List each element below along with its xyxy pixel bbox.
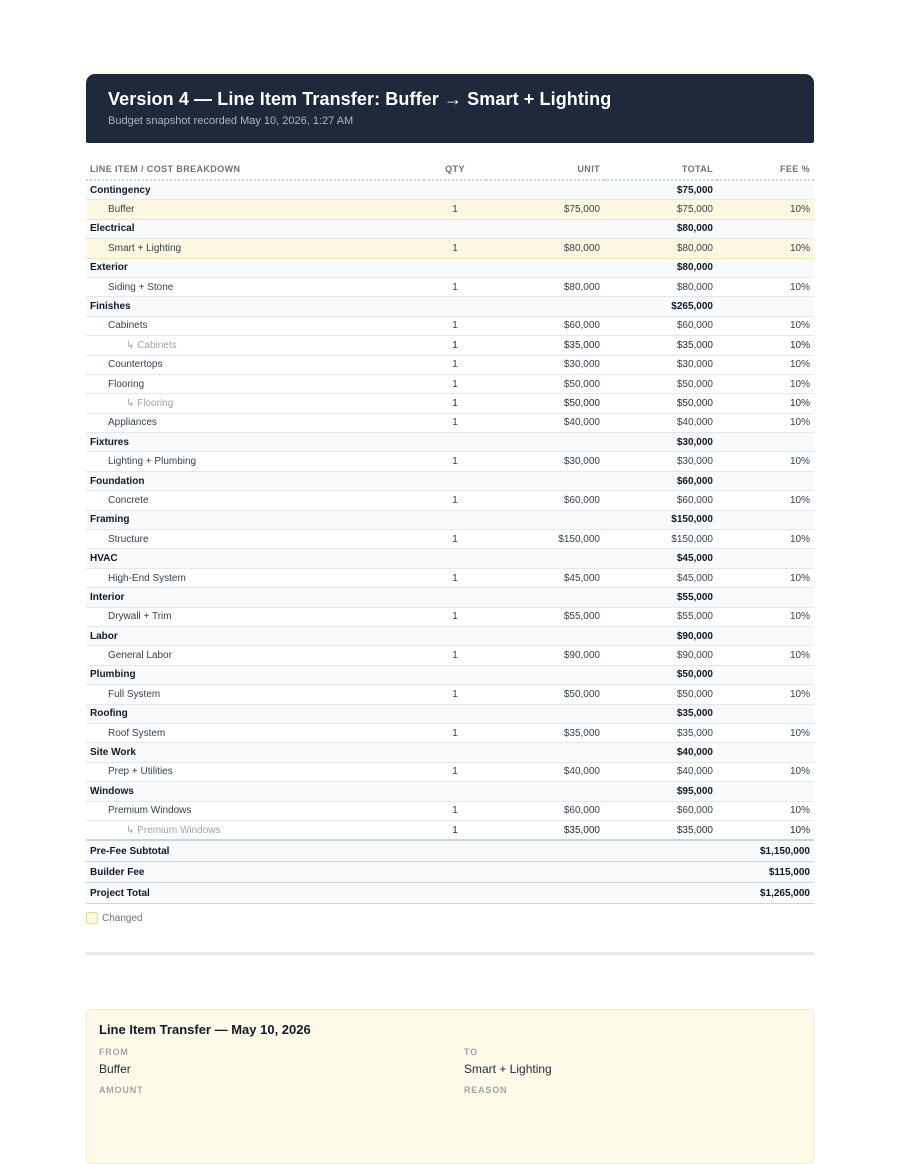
- qty-cell: 1: [424, 801, 486, 820]
- unit-cell: [486, 433, 604, 452]
- line-item-name: Contingency: [86, 180, 424, 200]
- category-row: [86, 180, 814, 200]
- from-value: Buffer: [99, 1062, 131, 1076]
- unit-cell: [486, 180, 604, 200]
- line-item-name: Interior: [86, 588, 424, 607]
- category-row: [86, 665, 814, 684]
- line-item-name: Plumbing: [86, 665, 424, 684]
- to-label: TO: [464, 1047, 478, 1057]
- qty-cell: [424, 219, 486, 238]
- unit-cell: [486, 219, 604, 238]
- fee-cell: [717, 258, 814, 277]
- summary-row: [86, 840, 814, 862]
- budget-snapshot: [86, 74, 814, 955]
- version-header: [86, 74, 814, 143]
- category-row: [86, 433, 814, 452]
- fee-cell: [717, 297, 814, 316]
- column-header-line-item: LINE ITEM / COST BREAKDOWN: [86, 159, 424, 180]
- unit-cell: $50,000: [486, 394, 604, 413]
- fee-cell: 10%: [717, 239, 814, 258]
- unit-cell: [486, 782, 604, 801]
- unit-cell: $50,000: [486, 374, 604, 393]
- qty-cell: 1: [424, 762, 486, 781]
- fee-cell: 10%: [717, 685, 814, 704]
- qty-cell: [424, 297, 486, 316]
- unit-cell: $30,000: [486, 355, 604, 374]
- table-row: [86, 277, 814, 296]
- unit-cell: $90,000: [486, 646, 604, 665]
- line-item-name: Drywall + Trim: [86, 607, 424, 626]
- qty-cell: [424, 180, 486, 200]
- fee-cell: [717, 588, 814, 607]
- reason-label: REASON: [464, 1085, 508, 1095]
- unit-cell: $60,000: [486, 316, 604, 335]
- total-cell: $150,000: [604, 530, 717, 549]
- unit-cell: $35,000: [486, 336, 604, 355]
- total-cell: $265,000: [604, 297, 717, 316]
- category-row: [86, 258, 814, 277]
- fee-cell: 10%: [717, 374, 814, 393]
- unit-cell: $80,000: [486, 239, 604, 258]
- transfer-to: [464, 1038, 801, 1076]
- unit-cell: [486, 588, 604, 607]
- total-cell: $90,000: [604, 626, 717, 645]
- qty-cell: [424, 704, 486, 723]
- unit-cell: [486, 510, 604, 529]
- summary-value: $1,265,000: [717, 883, 814, 904]
- fee-cell: 10%: [717, 452, 814, 471]
- line-item-name: Roof System: [86, 723, 424, 742]
- category-row: [86, 704, 814, 723]
- unit-cell: [486, 549, 604, 568]
- line-item-name: Appliances: [86, 413, 424, 432]
- qty-cell: 1: [424, 374, 486, 393]
- total-cell: $35,000: [604, 723, 717, 742]
- total-cell: $80,000: [604, 219, 717, 238]
- table-row: [86, 685, 814, 704]
- unit-cell: $40,000: [486, 762, 604, 781]
- fee-cell: 10%: [717, 336, 814, 355]
- line-item-name: ↳ Premium Windows: [86, 820, 424, 840]
- table-row: [86, 801, 814, 820]
- unit-cell: $50,000: [486, 685, 604, 704]
- budget-rows: [86, 180, 814, 904]
- fee-cell: [717, 743, 814, 762]
- qty-cell: 1: [424, 723, 486, 742]
- qty-cell: 1: [424, 646, 486, 665]
- line-item-name: Framing: [86, 510, 424, 529]
- category-row: [86, 626, 814, 645]
- unit-cell: $75,000: [486, 200, 604, 219]
- total-cell: $30,000: [604, 433, 717, 452]
- total-cell: $90,000: [604, 646, 717, 665]
- unit-cell: $35,000: [486, 723, 604, 742]
- transfer-title: Line Item Transfer — May 10, 2026: [99, 1022, 311, 1037]
- line-item-name: ↳ Cabinets: [86, 336, 424, 355]
- qty-cell: [424, 510, 486, 529]
- line-item-name: Cabinets: [86, 316, 424, 335]
- fee-cell: 10%: [717, 723, 814, 742]
- total-cell: $35,000: [604, 820, 717, 840]
- table-row: [86, 491, 814, 510]
- fee-cell: [717, 180, 814, 200]
- line-item-name: Premium Windows: [86, 801, 424, 820]
- total-cell: $45,000: [604, 568, 717, 587]
- table-header-row: [86, 159, 814, 180]
- total-cell: $80,000: [604, 239, 717, 258]
- unit-cell: $30,000: [486, 452, 604, 471]
- total-cell: $40,000: [604, 743, 717, 762]
- column-header-qty: QTY: [424, 159, 486, 180]
- total-cell: $40,000: [604, 762, 717, 781]
- fee-cell: 10%: [717, 355, 814, 374]
- to-value: Smart + Lighting: [464, 1062, 552, 1076]
- fee-cell: 10%: [717, 820, 814, 840]
- line-item-name: Lighting + Plumbing: [86, 452, 424, 471]
- total-cell: $30,000: [604, 452, 717, 471]
- column-header-total: TOTAL: [604, 159, 717, 180]
- qty-cell: 1: [424, 452, 486, 471]
- summary-value: $115,000: [717, 862, 814, 883]
- qty-cell: 1: [424, 607, 486, 626]
- total-cell: $60,000: [604, 471, 717, 490]
- transfer-card: [86, 1009, 814, 1164]
- unit-cell: [486, 626, 604, 645]
- unit-cell: [486, 743, 604, 762]
- category-row: [86, 219, 814, 238]
- total-cell: $35,000: [604, 336, 717, 355]
- fee-cell: 10%: [717, 277, 814, 296]
- qty-cell: [424, 433, 486, 452]
- fee-cell: 10%: [717, 491, 814, 510]
- fee-cell: [717, 471, 814, 490]
- line-item-name: Labor: [86, 626, 424, 645]
- qty-cell: 1: [424, 568, 486, 587]
- line-item-name: Fixtures: [86, 433, 424, 452]
- legend: [86, 911, 814, 925]
- sub-item-row: [86, 394, 814, 413]
- summary-row: [86, 862, 814, 883]
- total-cell: $95,000: [604, 782, 717, 801]
- sub-item-row: [86, 336, 814, 355]
- unit-cell: $60,000: [486, 491, 604, 510]
- qty-cell: [424, 588, 486, 607]
- table-row: [86, 200, 814, 219]
- unit-cell: $60,000: [486, 801, 604, 820]
- line-item-name: Countertops: [86, 355, 424, 374]
- table-row: [86, 607, 814, 626]
- category-row: [86, 297, 814, 316]
- line-item-name: Site Work: [86, 743, 424, 762]
- table-row: [86, 568, 814, 587]
- category-row: [86, 743, 814, 762]
- snapshot-timestamp: Budget snapshot recorded May 10, 2026, 1:27 AM: [108, 115, 354, 127]
- table-row: [86, 646, 814, 665]
- total-cell: $55,000: [604, 588, 717, 607]
- unit-cell: $150,000: [486, 530, 604, 549]
- unit-cell: $35,000: [486, 820, 604, 840]
- fee-cell: 10%: [717, 646, 814, 665]
- amount-label: AMOUNT: [99, 1085, 144, 1095]
- transfer-amount: [99, 1076, 464, 1096]
- changed-swatch: [86, 912, 98, 924]
- total-cell: $50,000: [604, 374, 717, 393]
- qty-cell: 1: [424, 200, 486, 219]
- category-row: [86, 549, 814, 568]
- total-cell: $45,000: [604, 549, 717, 568]
- fee-cell: [717, 665, 814, 684]
- section-divider: [86, 952, 814, 955]
- fee-cell: [717, 510, 814, 529]
- line-item-name: Exterior: [86, 258, 424, 277]
- legend-changed-label: Changed: [102, 912, 143, 924]
- summary-label: Project Total: [86, 883, 717, 904]
- fee-cell: [717, 549, 814, 568]
- qty-cell: 1: [424, 336, 486, 355]
- table-row: [86, 413, 814, 432]
- fee-cell: [717, 219, 814, 238]
- fee-cell: 10%: [717, 316, 814, 335]
- fee-cell: 10%: [717, 762, 814, 781]
- table-row: [86, 316, 814, 335]
- qty-cell: [424, 626, 486, 645]
- line-item-name: General Labor: [86, 646, 424, 665]
- total-cell: $60,000: [604, 801, 717, 820]
- page-title: Version 4 — Line Item Transfer: Buffer → Smart + Lighting: [108, 89, 612, 109]
- line-item-name: Prep + Utilities: [86, 762, 424, 781]
- line-item-name: Electrical: [86, 219, 424, 238]
- sub-item-row: [86, 820, 814, 840]
- table-row: [86, 530, 814, 549]
- summary-row: [86, 883, 814, 904]
- line-item-name: Finishes: [86, 297, 424, 316]
- category-row: [86, 782, 814, 801]
- fee-cell: [717, 782, 814, 801]
- unit-cell: [486, 471, 604, 490]
- line-item-name: HVAC: [86, 549, 424, 568]
- fee-cell: 10%: [717, 413, 814, 432]
- line-item-name: Foundation: [86, 471, 424, 490]
- total-cell: $75,000: [604, 180, 717, 200]
- category-row: [86, 588, 814, 607]
- qty-cell: 1: [424, 413, 486, 432]
- unit-cell: $80,000: [486, 277, 604, 296]
- fee-cell: [717, 433, 814, 452]
- line-item-name: Structure: [86, 530, 424, 549]
- line-item-name: ↳ Flooring: [86, 394, 424, 413]
- unit-cell: [486, 665, 604, 684]
- qty-cell: 1: [424, 530, 486, 549]
- fee-cell: 10%: [717, 801, 814, 820]
- qty-cell: 1: [424, 394, 486, 413]
- qty-cell: [424, 471, 486, 490]
- total-cell: $55,000: [604, 607, 717, 626]
- total-cell: $80,000: [604, 258, 717, 277]
- line-item-name: Smart + Lighting: [86, 239, 424, 258]
- qty-cell: 1: [424, 239, 486, 258]
- unit-cell: [486, 297, 604, 316]
- qty-cell: [424, 549, 486, 568]
- table-row: [86, 723, 814, 742]
- qty-cell: 1: [424, 685, 486, 704]
- unit-cell: [486, 704, 604, 723]
- qty-cell: [424, 258, 486, 277]
- summary-label: Pre-Fee Subtotal: [86, 840, 717, 862]
- transfer-reason: [464, 1076, 801, 1096]
- line-item-name: Roofing: [86, 704, 424, 723]
- table-row: [86, 355, 814, 374]
- line-item-name: Full System: [86, 685, 424, 704]
- category-row: [86, 510, 814, 529]
- table-row: [86, 374, 814, 393]
- qty-cell: 1: [424, 316, 486, 335]
- line-item-name: Windows: [86, 782, 424, 801]
- summary-value: $1,150,000: [717, 840, 814, 862]
- qty-cell: [424, 743, 486, 762]
- total-cell: $50,000: [604, 665, 717, 684]
- transfer-details: [99, 1038, 801, 1096]
- total-cell: $30,000: [604, 355, 717, 374]
- qty-cell: 1: [424, 355, 486, 374]
- qty-cell: [424, 782, 486, 801]
- total-cell: $40,000: [604, 413, 717, 432]
- qty-cell: 1: [424, 491, 486, 510]
- from-label: FROM: [99, 1047, 129, 1057]
- fee-cell: [717, 626, 814, 645]
- unit-cell: $40,000: [486, 413, 604, 432]
- line-item-name: Siding + Stone: [86, 277, 424, 296]
- category-row: [86, 471, 814, 490]
- total-cell: $80,000: [604, 277, 717, 296]
- line-item-name: High-End System: [86, 568, 424, 587]
- transfer-from: [99, 1038, 464, 1076]
- fee-cell: 10%: [717, 530, 814, 549]
- budget-table: [86, 159, 814, 904]
- line-item-name: Flooring: [86, 374, 424, 393]
- qty-cell: 1: [424, 277, 486, 296]
- unit-cell: $45,000: [486, 568, 604, 587]
- total-cell: $60,000: [604, 316, 717, 335]
- unit-cell: [486, 258, 604, 277]
- unit-cell: $55,000: [486, 607, 604, 626]
- fee-cell: 10%: [717, 568, 814, 587]
- fee-cell: 10%: [717, 394, 814, 413]
- total-cell: $50,000: [604, 394, 717, 413]
- total-cell: $60,000: [604, 491, 717, 510]
- line-item-name: Buffer: [86, 200, 424, 219]
- qty-cell: [424, 665, 486, 684]
- qty-cell: 1: [424, 820, 486, 840]
- fee-cell: [717, 704, 814, 723]
- table-row: [86, 762, 814, 781]
- total-cell: $35,000: [604, 704, 717, 723]
- total-cell: $75,000: [604, 200, 717, 219]
- column-header-fee: FEE %: [717, 159, 814, 180]
- total-cell: $150,000: [604, 510, 717, 529]
- line-item-name: Concrete: [86, 491, 424, 510]
- column-header-unit: UNIT: [486, 159, 604, 180]
- total-cell: $50,000: [604, 685, 717, 704]
- table-row: [86, 239, 814, 258]
- fee-cell: 10%: [717, 607, 814, 626]
- table-row: [86, 452, 814, 471]
- summary-label: Builder Fee: [86, 862, 717, 883]
- fee-cell: 10%: [717, 200, 814, 219]
